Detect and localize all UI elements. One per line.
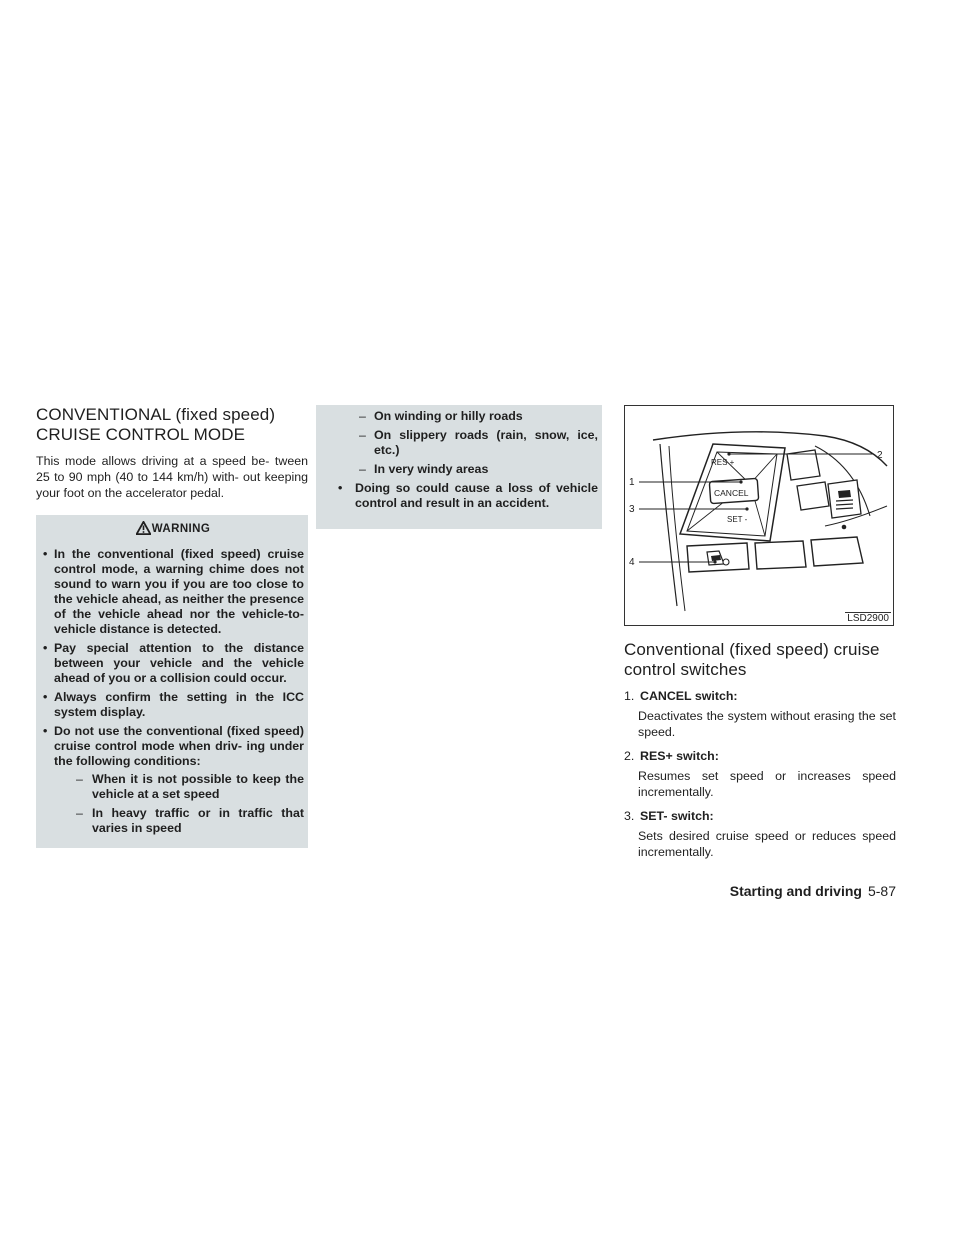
- cruise-switch-figure: [624, 405, 894, 626]
- warning-triangle-icon: [136, 521, 151, 535]
- warning-item: • Pay special attention to the distance between your vehicle and the vehicle ahead of you or a collision could occur.: [42, 641, 304, 686]
- warning-sub-list: [54, 772, 304, 836]
- callout-3: 3: [629, 504, 635, 515]
- warning-sub-item: – In heavy traffic or in traffic that varies in speed: [54, 806, 304, 836]
- callout-2: 2: [877, 450, 883, 461]
- steering-switch-illustration: [625, 406, 893, 625]
- switch-item-set: [624, 808, 896, 860]
- warning-sub-list: [322, 409, 598, 477]
- footer-section-title: Starting and driving: [729, 883, 862, 899]
- cancel-label: CANCEL: [714, 488, 749, 498]
- warning-sub-item: – On slippery roads (rain, snow, ice, etc.): [322, 428, 598, 458]
- item-label: SET- switch:: [640, 809, 714, 823]
- section-title-line2: control switches: [624, 660, 747, 679]
- warning-item-text: Do not use the conventional (fixed speed) cruise control mode when driv- ing under the following conditions:: [54, 724, 304, 768]
- warning-header-text: WARNING: [151, 523, 211, 535]
- item-label: CANCEL switch:: [640, 689, 738, 703]
- column-left: [36, 405, 308, 848]
- item-label: RES+ switch:: [640, 749, 719, 763]
- warning-list: [322, 481, 598, 511]
- warning-item: [42, 724, 304, 836]
- item-number: 3.: [624, 809, 635, 823]
- warning-box: [36, 515, 308, 848]
- section-title-conventional-cruise: [36, 405, 308, 445]
- switch-item-res: [624, 748, 896, 800]
- warning-item: • Doing so could cause a loss of vehicle control and result in an accident.: [322, 481, 598, 511]
- item-description: Sets desired cruise speed or reduces speed incrementally.: [638, 829, 896, 859]
- warning-sub-item: – On winding or hilly roads: [322, 409, 598, 424]
- item-number: 1.: [624, 689, 635, 703]
- section-body: This mode allows driving at a speed be- tween 25 to 90 mph (40 to 144 km/h) with- out keeping your foot on the accelerator pedal.: [36, 454, 308, 500]
- res-label: RES +: [711, 458, 735, 467]
- set-label: SET -: [727, 515, 748, 524]
- page-number: 5-87: [867, 883, 896, 899]
- switch-list: [624, 688, 896, 860]
- page-footer: [700, 883, 896, 899]
- switch-item-cancel: [624, 688, 896, 740]
- callout-4: 4: [629, 557, 635, 568]
- warning-sub-item: – In very windy areas: [322, 462, 598, 477]
- warning-item: • In the conventional (fixed speed) cruise control mode, a warning chime does not sound to warn you if you are too close to the vehicle ahead, as neither the presence of the vehicle ahead nor the vehicle-to- vehicle distance is detected.: [42, 547, 304, 637]
- warning-sub-item: – When it is not possible to keep the vehicle at a set speed: [54, 772, 304, 802]
- figure-code: LSD2900: [847, 613, 889, 624]
- callout-1: 1: [629, 477, 635, 488]
- item-description: Resumes set speed or increases speed incrementally.: [638, 769, 896, 799]
- column-middle: [316, 405, 602, 529]
- warning-list: [42, 547, 304, 836]
- warning-box-continued: [316, 405, 602, 529]
- section-title-line1: CONVENTIONAL (fixed speed): [36, 405, 276, 424]
- section-title-line1: Conventional (fixed speed) cruise: [624, 640, 880, 659]
- warning-header: [42, 521, 304, 547]
- item-number: 2.: [624, 749, 635, 763]
- section-title-line2: CRUISE CONTROL MODE: [36, 425, 246, 444]
- warning-item: • Always confirm the setting in the ICC system display.: [42, 690, 304, 720]
- section-title-cruise-switches: [624, 640, 896, 680]
- column-right: [624, 405, 896, 868]
- item-description: Deactivates the system without erasing the set speed.: [638, 709, 896, 739]
